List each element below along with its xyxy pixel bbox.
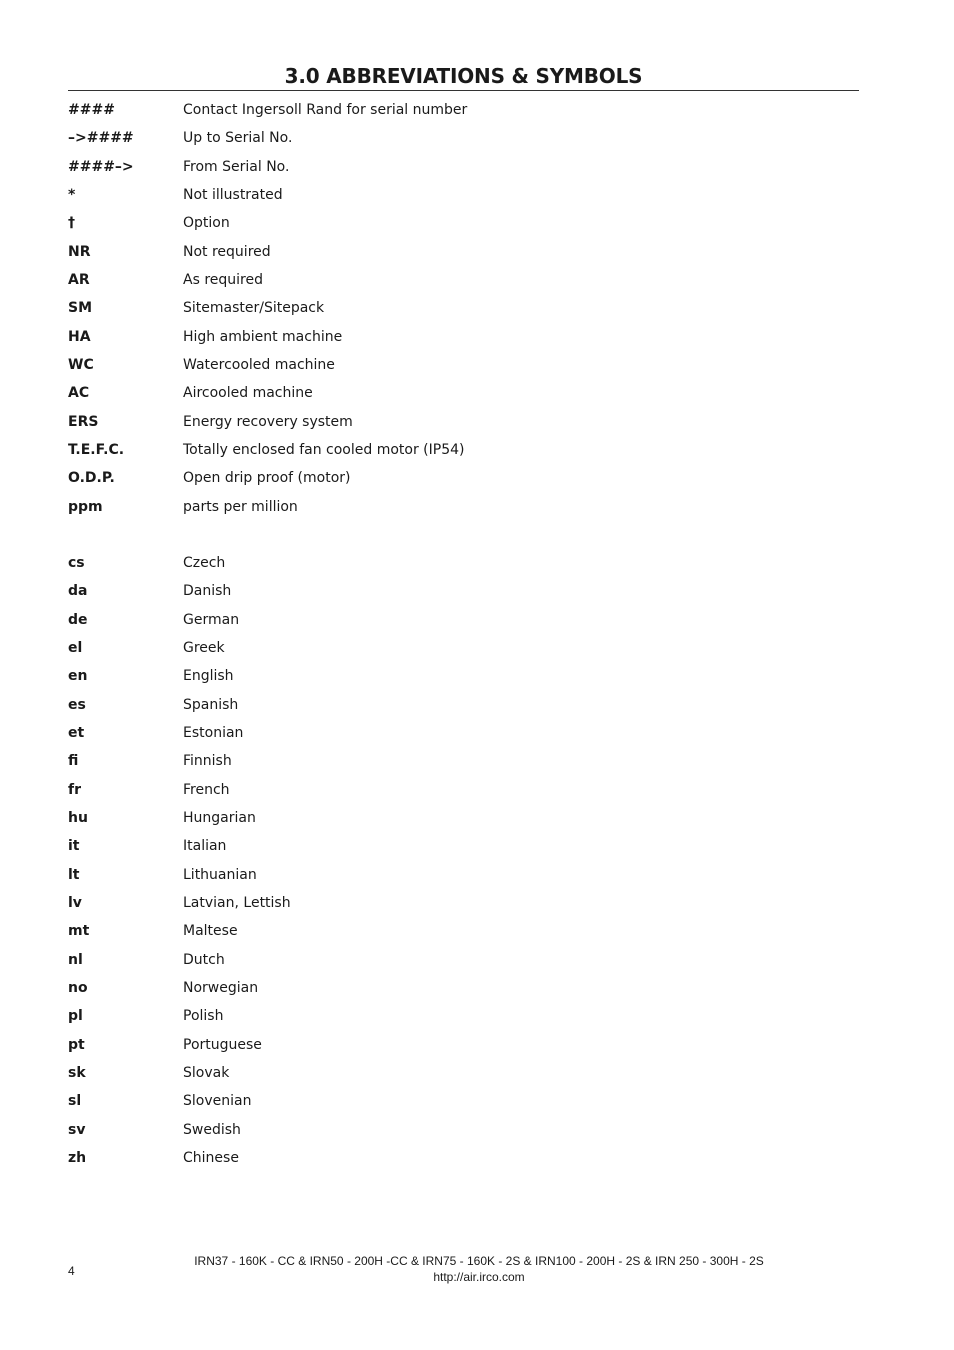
abbreviation-term: ppm (68, 498, 103, 515)
language-row (68, 890, 768, 918)
footer-url-link[interactable]: http://air.irco.com (433, 1270, 525, 1284)
abbreviation-meaning: Watercooled machine (183, 356, 335, 373)
language-code: cs (68, 555, 85, 571)
abbreviation-term: ERS (68, 413, 99, 430)
abbreviation-term: O.D.P. (68, 470, 115, 487)
language-name: Lithuanian (183, 866, 257, 883)
language-row (68, 635, 768, 663)
language-name: Greek (183, 639, 225, 656)
page-title: 3.0 ABBREVIATIONS & SYMBOLS (284, 64, 643, 88)
language-row (68, 1060, 768, 1088)
language-name: Danish (183, 583, 232, 600)
language-code-list (68, 550, 768, 1173)
language-name: Swedish (183, 1121, 241, 1138)
language-row (68, 918, 768, 946)
language-code: zh (68, 1149, 87, 1166)
language-name: French (183, 781, 230, 798)
abbreviation-row (68, 465, 768, 493)
abbreviation-meaning: Option (183, 215, 230, 232)
abbreviation-meaning: Not illustrated (183, 186, 283, 203)
language-code: pl (68, 1008, 83, 1025)
language-row (68, 975, 768, 1003)
language-row (68, 1032, 768, 1060)
language-code: et (68, 724, 85, 741)
language-code: lv (68, 894, 82, 911)
abbreviation-term: –>#### (68, 130, 134, 147)
language-row (68, 1088, 768, 1116)
abbreviation-meaning: Up to Serial No. (183, 130, 293, 147)
language-name: Portuguese (183, 1036, 262, 1053)
abbreviation-term: AC (68, 385, 90, 402)
language-name: Maltese (183, 923, 238, 940)
language-name: Slovenian (183, 1093, 252, 1110)
language-name: Latvian, Lettish (183, 894, 291, 911)
abbreviation-row (68, 154, 768, 182)
language-code: el (68, 639, 83, 656)
language-code: de (68, 611, 88, 628)
page-number: 4 (68, 1264, 75, 1278)
abbreviation-row (68, 409, 768, 437)
language-name: Finnish (183, 753, 232, 770)
language-code: sv (68, 1121, 86, 1138)
language-row (68, 833, 768, 861)
abbreviation-row (68, 352, 768, 380)
language-name: Chinese (183, 1149, 239, 1166)
language-row (68, 1003, 768, 1031)
language-row (68, 947, 768, 975)
footer-models: IRN37 - 160K - CC & IRN50 - 200H -CC & IRN75 - 160K - 2S & IRN100 - 200H - 2S & IRN 250 - 300H - 2S (194, 1254, 764, 1268)
abbreviation-row (68, 437, 768, 465)
abbreviation-list (68, 97, 768, 522)
abbreviation-meaning: From Serial No. (183, 158, 290, 175)
abbreviation-row (68, 239, 768, 267)
abbreviation-row (68, 295, 768, 323)
abbreviation-meaning: Not required (183, 243, 271, 260)
abbreviation-meaning: High ambient machine (183, 328, 343, 345)
language-row (68, 578, 768, 606)
abbreviation-term: HA (68, 328, 91, 345)
language-code: es (68, 696, 86, 713)
language-code: lt (68, 866, 80, 883)
abbreviation-term: ####–> (68, 158, 134, 175)
abbreviation-row (68, 182, 768, 210)
language-name: Estonian (183, 724, 244, 741)
language-code: da (68, 583, 88, 600)
abbreviation-row (68, 267, 768, 295)
abbreviation-term: † (68, 215, 75, 232)
language-code: en (68, 668, 88, 685)
language-code: mt (68, 923, 90, 940)
language-code: it (68, 838, 80, 855)
language-name: German (183, 611, 240, 628)
language-name: Slovak (183, 1064, 230, 1081)
language-name: English (183, 668, 234, 685)
abbreviation-term: * (68, 186, 76, 203)
language-code: fi (68, 753, 79, 770)
abbreviation-term: T.E.F.C. (68, 441, 125, 458)
abbreviation-row (68, 210, 768, 238)
abbreviation-term: #### (68, 102, 115, 118)
abbreviation-row (68, 494, 768, 522)
abbreviation-row (68, 324, 768, 352)
abbreviation-meaning: Open drip proof (motor) (183, 470, 351, 487)
abbreviation-meaning: Aircooled machine (183, 385, 313, 402)
language-row (68, 550, 768, 578)
language-name: Spanish (183, 696, 239, 713)
abbreviation-term: SM (68, 300, 93, 317)
language-code: sl (68, 1093, 82, 1110)
abbreviation-meaning: Contact Ingersoll Rand for serial number (183, 102, 468, 118)
abbreviation-meaning: Sitemaster/Sitepack (183, 300, 325, 317)
language-row (68, 720, 768, 748)
language-row (68, 777, 768, 805)
abbreviation-term: WC (68, 356, 94, 373)
language-row (68, 805, 768, 833)
language-code: hu (68, 809, 88, 826)
language-row (68, 1145, 768, 1173)
abbreviation-row (68, 125, 768, 153)
title-divider (68, 90, 859, 91)
language-row (68, 862, 768, 890)
abbreviation-row (68, 97, 768, 125)
language-code: fr (68, 781, 81, 798)
abbreviation-row (68, 380, 768, 408)
language-name: Czech (183, 555, 226, 571)
language-code: pt (68, 1036, 85, 1053)
language-row (68, 607, 768, 635)
language-code: no (68, 979, 88, 996)
abbreviation-meaning: Totally enclosed fan cooled motor (IP54) (183, 441, 465, 458)
language-row (68, 748, 768, 776)
language-row (68, 663, 768, 691)
language-name: Dutch (183, 951, 225, 968)
language-row (68, 1117, 768, 1145)
language-name: Polish (183, 1008, 224, 1025)
abbreviation-meaning: parts per million (183, 498, 298, 515)
language-name: Italian (183, 838, 227, 855)
abbreviation-meaning: Energy recovery system (183, 413, 353, 430)
language-name: Hungarian (183, 809, 256, 826)
language-row (68, 692, 768, 720)
language-code: nl (68, 951, 83, 968)
language-code: sk (68, 1064, 86, 1081)
abbreviation-term: AR (68, 271, 90, 288)
language-name: Norwegian (183, 979, 259, 996)
abbreviation-term: NR (68, 243, 91, 260)
abbreviation-meaning: As required (183, 271, 263, 288)
